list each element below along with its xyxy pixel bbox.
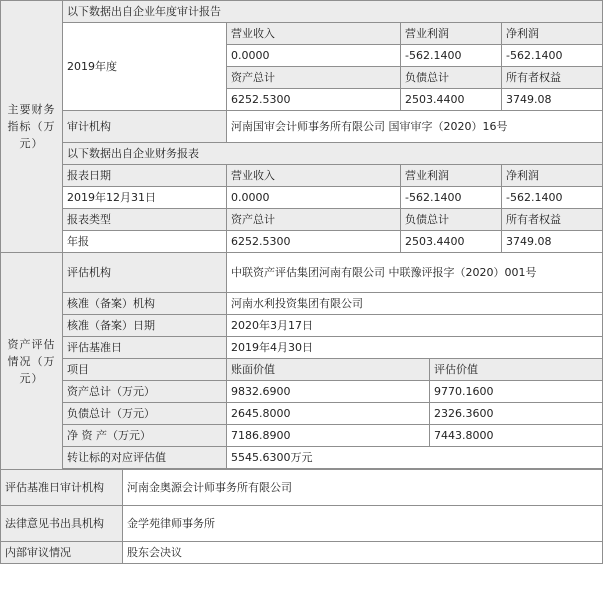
table-row [1, 381, 603, 403]
fin-label-op-profit: 营业利润 [401, 165, 502, 187]
approval-org-label: 核准（备案）机构 [63, 293, 227, 315]
fin-label-total-assets: 资产总计 [227, 209, 401, 231]
eval-book: 7186.8900 [227, 425, 430, 447]
eval-agency-value: 中联资产评估集团河南有限公司 中联豫评报字（2020）001号 [227, 253, 603, 293]
report-date-label: 报表日期 [63, 165, 227, 187]
eval-book: 9832.6900 [227, 381, 430, 403]
value-total-liabilities: 2503.4400 [401, 89, 502, 111]
table-row [1, 425, 603, 447]
eval-item: 净 资 产（万元） [63, 425, 227, 447]
fin-label-net-profit: 净利润 [502, 165, 603, 187]
audit-report-header: 以下数据出自企业年度审计报告 [63, 1, 603, 23]
fin-value-net-profit: -562.1400 [502, 187, 603, 209]
table-row [1, 403, 603, 425]
fin-report-header: 以下数据出自企业财务报表 [63, 143, 603, 165]
approval-date-value: 2020年3月17日 [227, 315, 603, 337]
base-date-label: 评估基准日 [63, 337, 227, 359]
transfer-value-label: 转让标的对应评估值 [63, 447, 227, 469]
base-audit-value: 河南金奥源会计师事务所有限公司 [123, 470, 603, 506]
value-op-profit: -562.1400 [401, 45, 502, 67]
fin-value-total-liabilities: 2503.4400 [401, 231, 502, 253]
value-net-profit: -562.1400 [502, 45, 603, 67]
approval-org-value: 河南水利投资集团有限公司 [227, 293, 603, 315]
eval-section-label: 资产评估情况（万元） [1, 253, 63, 470]
fin-value-total-assets: 6252.5300 [227, 231, 401, 253]
report-type-label: 报表类型 [63, 209, 227, 231]
report-type-value: 年报 [63, 231, 227, 253]
audit-org-value: 河南国审会计师事务所有限公司 国审审字（2020）16号 [227, 111, 603, 143]
value-revenue: 0.0000 [227, 45, 401, 67]
audit-year: 2019年度 [63, 23, 227, 111]
col-item-header: 项目 [63, 359, 227, 381]
eval-value: 9770.1600 [430, 381, 603, 403]
fin-label-total-liabilities: 负债总计 [401, 209, 502, 231]
report-date-value: 2019年12月31日 [63, 187, 227, 209]
transfer-value: 5545.6300万元 [227, 447, 603, 469]
fin-value-equity: 3749.08 [502, 231, 603, 253]
eval-item: 资产总计（万元） [63, 381, 227, 403]
value-equity: 3749.08 [502, 89, 603, 111]
fin-section-label: 主要财务指标（万元） [1, 1, 63, 253]
legal-org-label: 法律意见书出具机构 [1, 506, 123, 542]
eval-book: 2645.8000 [227, 403, 430, 425]
fin-label-equity: 所有者权益 [502, 209, 603, 231]
label-revenue: 营业收入 [227, 23, 401, 45]
col-eval-header: 评估价值 [430, 359, 603, 381]
label-equity: 所有者权益 [502, 67, 603, 89]
internal-review-value: 股东会决议 [123, 542, 603, 564]
internal-review-label: 内部审议情况 [1, 542, 123, 564]
legal-org-value: 金学苑律师事务所 [123, 506, 603, 542]
eval-item: 负债总计（万元） [63, 403, 227, 425]
base-date-value: 2019年4月30日 [227, 337, 603, 359]
label-total-assets: 资产总计 [227, 67, 401, 89]
fin-value-op-profit: -562.1400 [401, 187, 502, 209]
col-book-header: 账面价值 [227, 359, 430, 381]
audit-org-label: 审计机构 [63, 111, 227, 143]
approval-date-label: 核准（备案）日期 [63, 315, 227, 337]
eval-value: 7443.8000 [430, 425, 603, 447]
label-total-liabilities: 负债总计 [401, 67, 502, 89]
eval-value: 2326.3600 [430, 403, 603, 425]
value-total-assets: 6252.5300 [227, 89, 401, 111]
label-net-profit: 净利润 [502, 23, 603, 45]
fin-value-revenue: 0.0000 [227, 187, 401, 209]
base-audit-label: 评估基准日审计机构 [1, 470, 123, 506]
eval-agency-label: 评估机构 [63, 253, 227, 293]
fin-label-revenue: 营业收入 [227, 165, 401, 187]
label-op-profit: 营业利润 [401, 23, 502, 45]
